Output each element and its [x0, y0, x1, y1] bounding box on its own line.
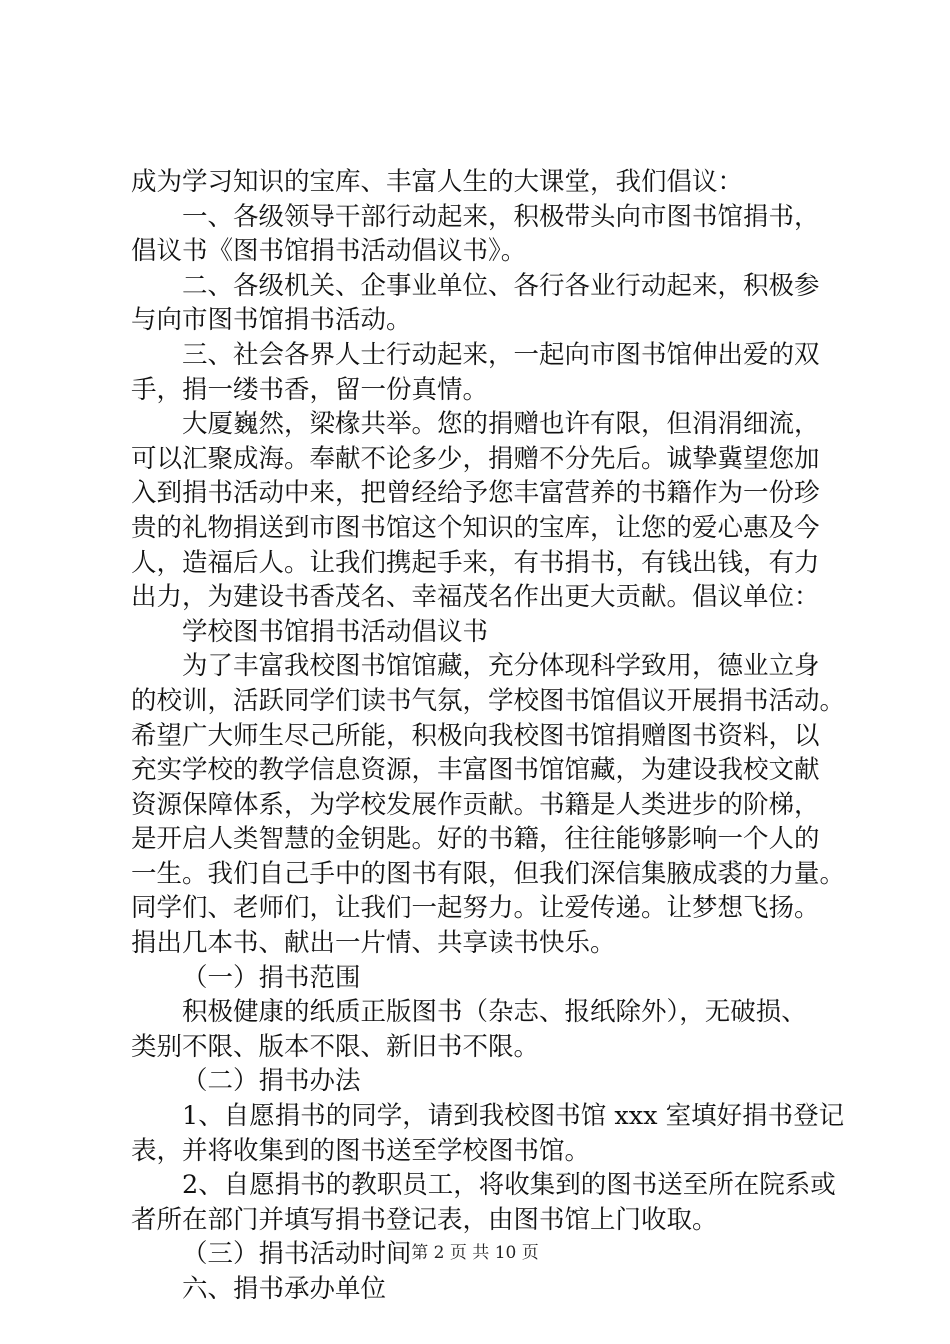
- text-line: 人，造福后人。让我们携起手来，有书捐书，有钱出钱，有力: [131, 547, 820, 578]
- page-number-footer: 第 2 页 共 10 页: [411, 1243, 539, 1263]
- section-heading: （三）捐书活动时间: [182, 1239, 412, 1270]
- text-line: 表，并将收集到的图书送至学校图书馆。: [131, 1135, 591, 1166]
- text-line: 者所在部门并填写捐书登记表，由图书馆上门收取。: [131, 1204, 718, 1235]
- text-line: 为了丰富我校图书馆馆藏，充分体现科学致用，德业立身: [182, 651, 820, 682]
- text-line: 积极健康的纸质正版图书（杂志、报纸除外），无破损、: [182, 997, 807, 1028]
- text-line: 倡议书《图书馆捐书活动倡议书》。: [131, 236, 527, 267]
- text-line: 贵的礼物捐送到市图书馆这个知识的宝库，让您的爱心惠及今: [131, 512, 820, 543]
- text-line: 是开启人类智慧的金钥匙。好的书籍，往往能够影响一个人的: [131, 824, 820, 855]
- section-heading: （一）捐书范围: [182, 962, 361, 993]
- section-heading: 六、捐书承办单位: [182, 1274, 387, 1304]
- text-line: 的校训，活跃同学们读书气氛，学校图书馆倡议开展捐书活动。: [131, 685, 846, 716]
- text-line: 充实学校的教学信息资源，丰富图书馆馆藏，为建设我校文献: [131, 755, 820, 786]
- text-line: 一生。我们自己手中的图书有限，但我们深信集腋成裘的力量。: [131, 858, 846, 889]
- text-line: 与向市图书馆捐书活动。: [131, 305, 412, 336]
- text-line: 希望广大师生尽己所能，积极向我校图书馆捐赠图书资料，以: [131, 720, 820, 751]
- text-line: 捐出几本书、献出一片情、共享读书快乐。: [131, 928, 616, 959]
- document-body: [131, 165, 846, 1307]
- text-line: 1、自愿捐书的同学，请到我校图书馆 xxx 室填好捐书登记: [182, 1101, 845, 1132]
- section-heading: 学校图书馆捐书活动倡议书: [182, 616, 489, 647]
- text-line: 入到捐书活动中来，把曾经给予您丰富营养的书籍作为一份珍: [131, 478, 820, 509]
- text-line: 2、自愿捐书的教职员工，将收集到的图书送至所在院系或: [182, 1170, 836, 1201]
- text-line: 出力，为建设书香茂名、幸福茂名作出更大贡献。倡议单位：: [131, 582, 820, 613]
- text-line: 二、各级机关、企事业单位、各行各业行动起来，积极参: [182, 270, 820, 301]
- text-line: 可以汇聚成海。奉献不论多少，捐赠不分先后。诚挚冀望您加: [131, 443, 820, 474]
- text-line: 同学们、老师们，让我们一起努力。让爱传递。让梦想飞扬。: [131, 893, 820, 924]
- text-line: 三、社会各界人士行动起来，一起向市图书馆伸出爱的双: [182, 339, 820, 370]
- text-line: 一、各级领导干部行动起来，积极带头向市图书馆捐书，: [182, 201, 820, 232]
- section-heading: （二）捐书办法: [182, 1066, 361, 1097]
- text-line: 类别不限、版本不限、新旧书不限。: [131, 1031, 540, 1062]
- text-line: 手，捐一缕书香，留一份真情。: [131, 374, 489, 405]
- text-line: 资源保障体系，为学校发展作贡献。书籍是人类进步的阶梯，: [131, 789, 820, 820]
- text-line: 成为学习知识的宝库、丰富人生的大课堂，我们倡议：: [131, 167, 744, 197]
- text-line: 大厦巍然，梁椽共举。您的捐赠也许有限，但涓涓细流，: [182, 409, 820, 440]
